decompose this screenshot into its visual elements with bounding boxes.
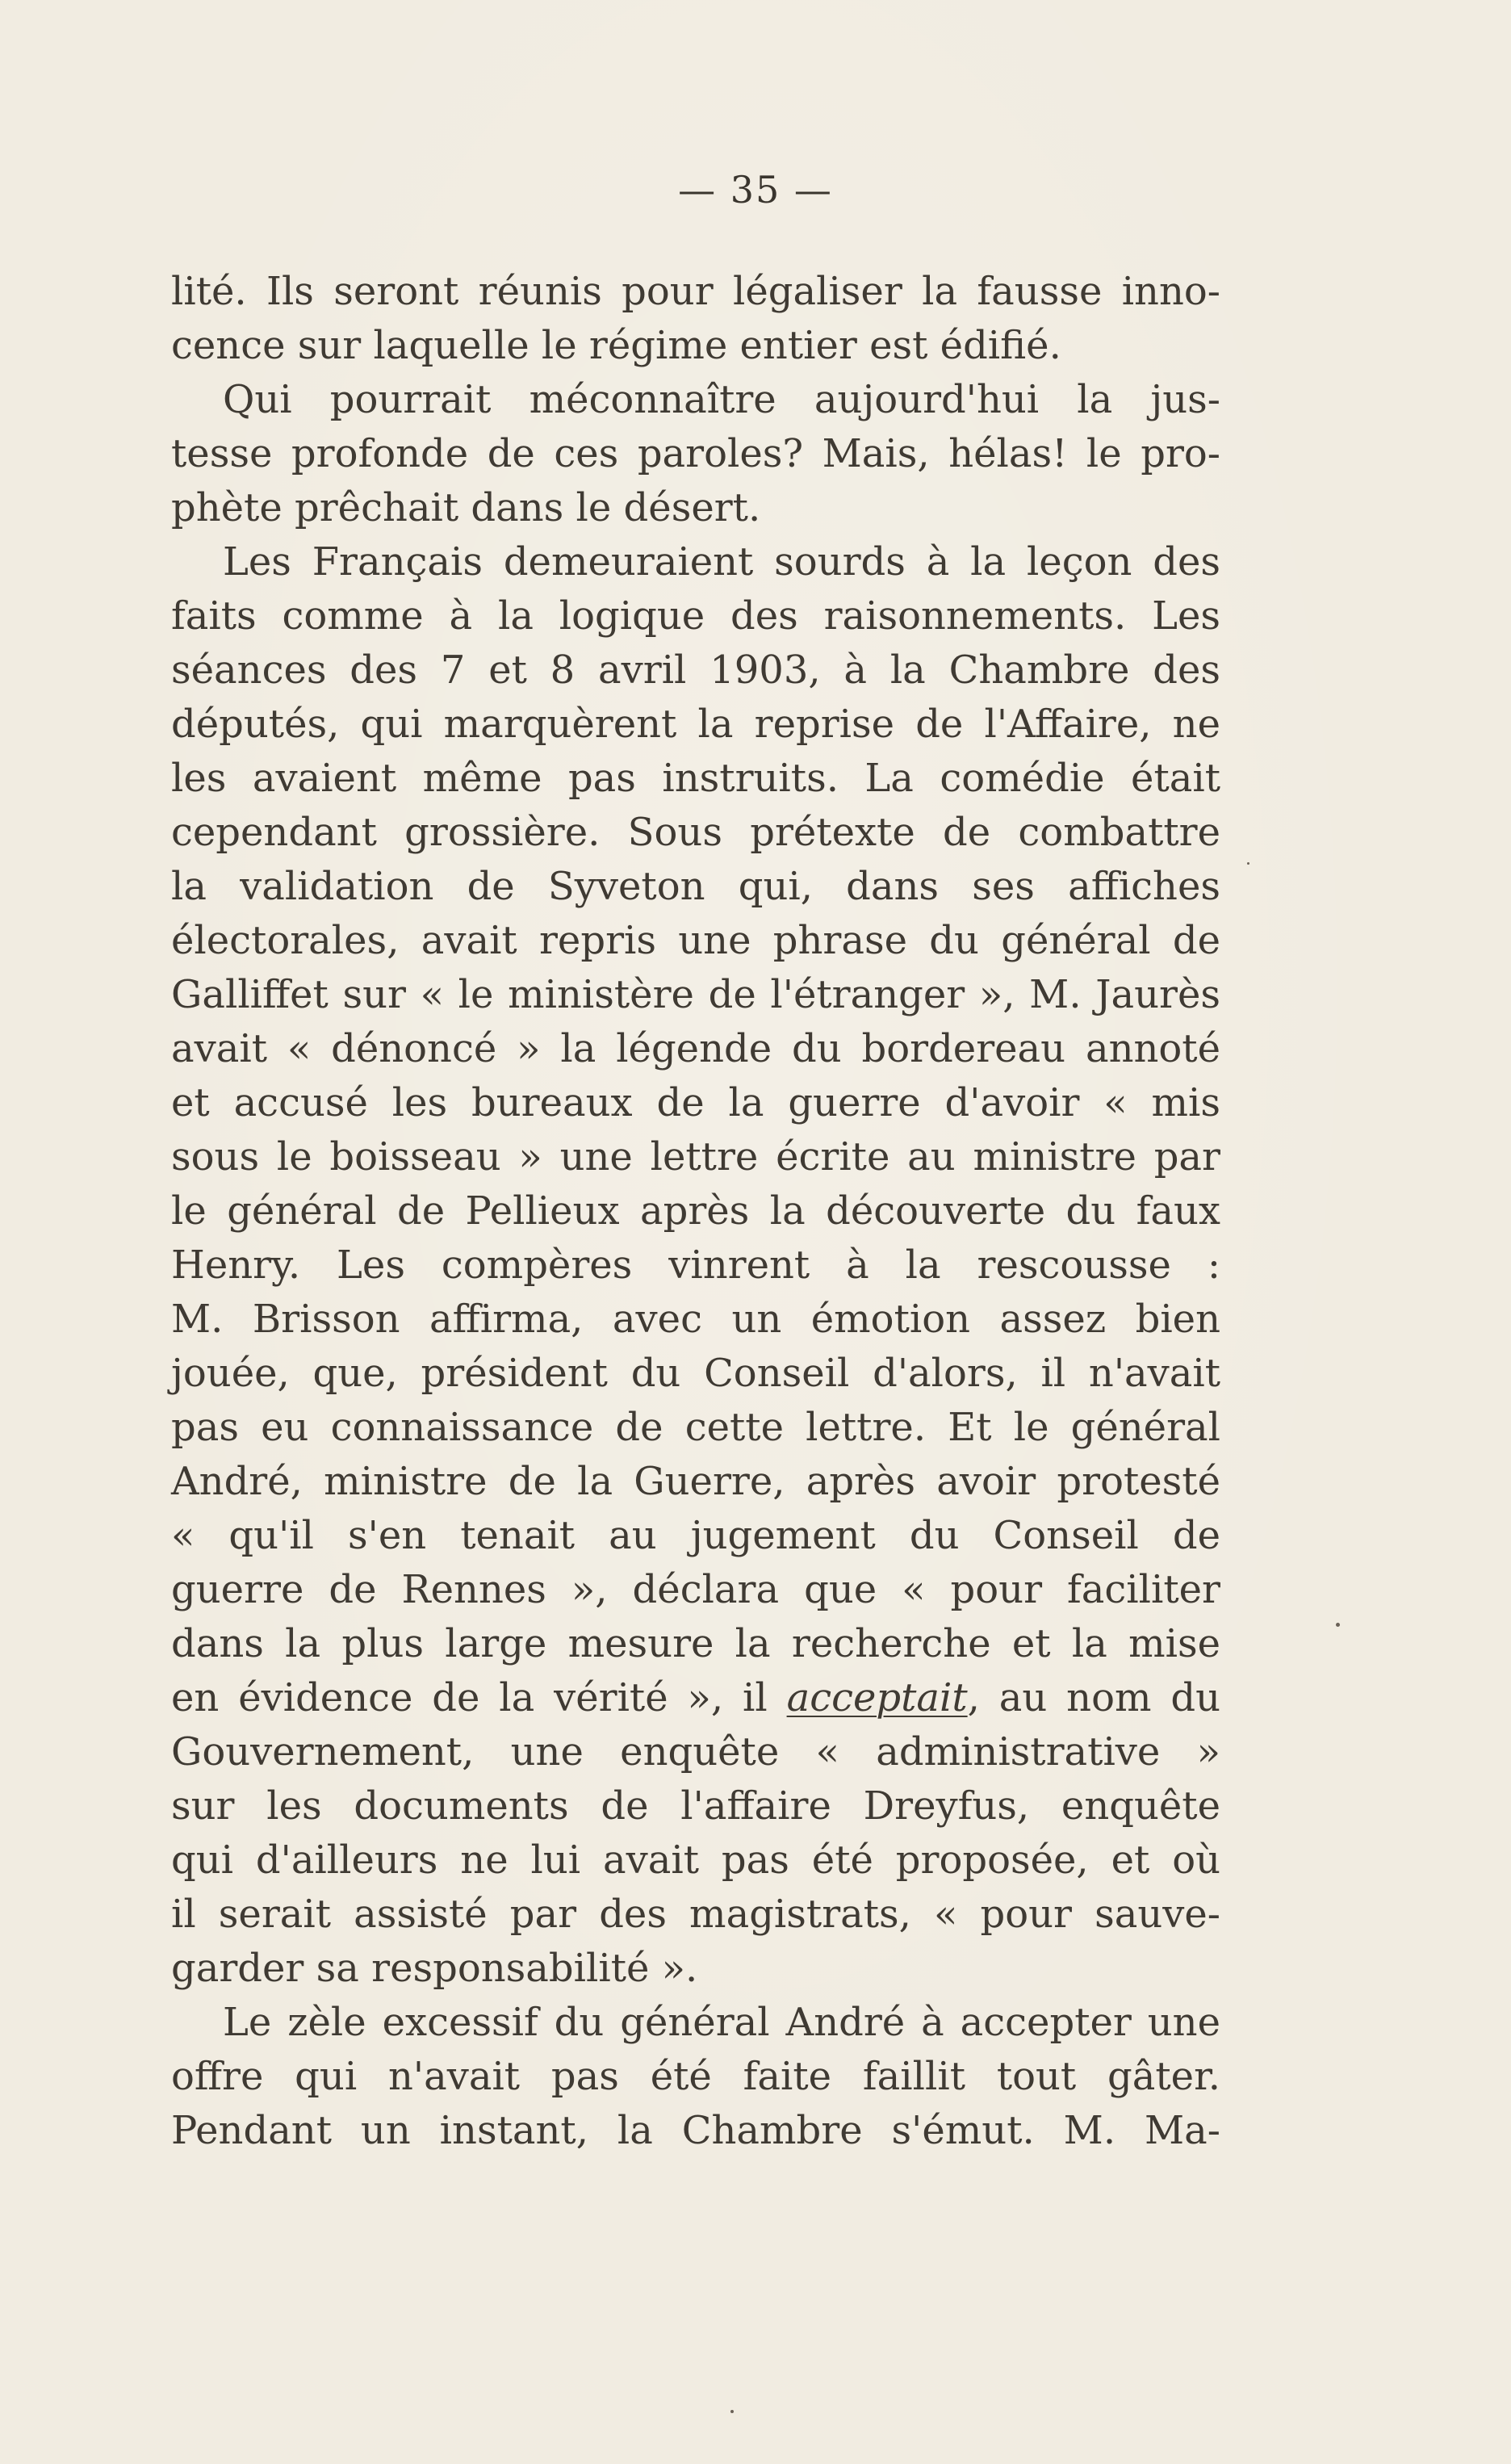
body-text <box>171 265 1220 2158</box>
text-line: avait « dénoncé » la légende du bordereau annoté <box>171 1026 1220 1071</box>
text-line: sous le boisseau » une lettre écrite au ministre par <box>171 1134 1220 1180</box>
text-line: séances des 7 et 8 avril 1903, à la Chambre des <box>171 647 1220 693</box>
text-line: Qui pourrait méconnaître aujourd'hui la jus- <box>223 377 1220 422</box>
text-line: la validation de Syveton qui, dans ses affiches <box>171 864 1220 909</box>
italic-word: acceptait <box>786 1675 968 1720</box>
text-line: le général de Pellieux après la découverte du faux <box>171 1188 1220 1234</box>
text-line: sur les documents de l'affaire Dreyfus, enquête <box>171 1783 1220 1829</box>
text-line: cence sur laquelle le régime entier est édifié. <box>171 323 1061 368</box>
text-line: lité. Ils seront réunis pour légaliser la fausse inno- <box>171 269 1220 314</box>
text-line: Henry. Les compères vinrent à la rescousse : <box>171 1242 1220 1288</box>
text-line: faits comme à la logique des raisonnements. Les <box>171 593 1220 639</box>
text-line: électorales, avait repris une phrase du général de <box>171 918 1220 963</box>
text-line: Le zèle excessif du général André à accepter une <box>223 2000 1220 2045</box>
text-line: phète prêchait dans le désert. <box>171 485 761 530</box>
text-line: Les Français demeuraient sourds à la leçon des <box>223 539 1220 585</box>
text-line: Galliffet sur « le ministère de l'étranger », M. Jaurès <box>171 972 1220 1017</box>
text-line: et accusé les bureaux de la guerre d'avoir « mis <box>171 1080 1220 1125</box>
text-line: pas eu connaissance de cette lettre. Et le général <box>171 1405 1220 1450</box>
page-number: — 35 — <box>678 168 833 212</box>
paper-speck <box>730 2410 734 2413</box>
text-line: cependant grossière. Sous prétexte de combattre <box>171 810 1220 855</box>
text-line: députés, qui marquèrent la reprise de l'Affaire, ne <box>171 702 1220 747</box>
paper-speck <box>1247 862 1249 865</box>
text-line: « qu'il s'en tenait au jugement du Conseil de <box>171 1513 1220 1558</box>
text-line: M. Brisson affirma, avec un émotion assez bien <box>171 1297 1220 1342</box>
text-line: garder sa responsabilité ». <box>171 1946 698 1991</box>
text-line: il serait assisté par des magistrats, « pour sauve- <box>171 1892 1220 1937</box>
text-line: Gouvernement, une enquête « administrative » <box>171 1729 1220 1775</box>
text-line: qui d'ailleurs ne lui avait pas été proposée, et où <box>171 1838 1220 1883</box>
text-line: dans la plus large mesure la recherche et la mise <box>171 1621 1220 1666</box>
text-line: offre qui n'avait pas été faite faillit tout gâter. <box>171 2054 1220 2099</box>
text-line: guerre de Rennes », déclara que « pour faciliter <box>171 1567 1220 1612</box>
text-line: jouée, que, président du Conseil d'alors, il n'avait <box>171 1351 1220 1396</box>
text-line-with-italic <box>171 1671 1220 1725</box>
text-line: André, ministre de la Guerre, après avoir protesté <box>171 1459 1220 1504</box>
text-line: les avaient même pas instruits. La comédie était <box>171 756 1220 801</box>
text-line: Pendant un instant, la Chambre s'émut. M. Ma- <box>171 2108 1220 2153</box>
text-line: tesse profonde de ces paroles? Mais, hélas! le pro- <box>171 431 1220 476</box>
line-segment: en évidence de la vérité », il <box>171 1675 787 1720</box>
paper-speck <box>1336 1623 1340 1627</box>
line-segment: , au nom du <box>967 1675 1221 1720</box>
